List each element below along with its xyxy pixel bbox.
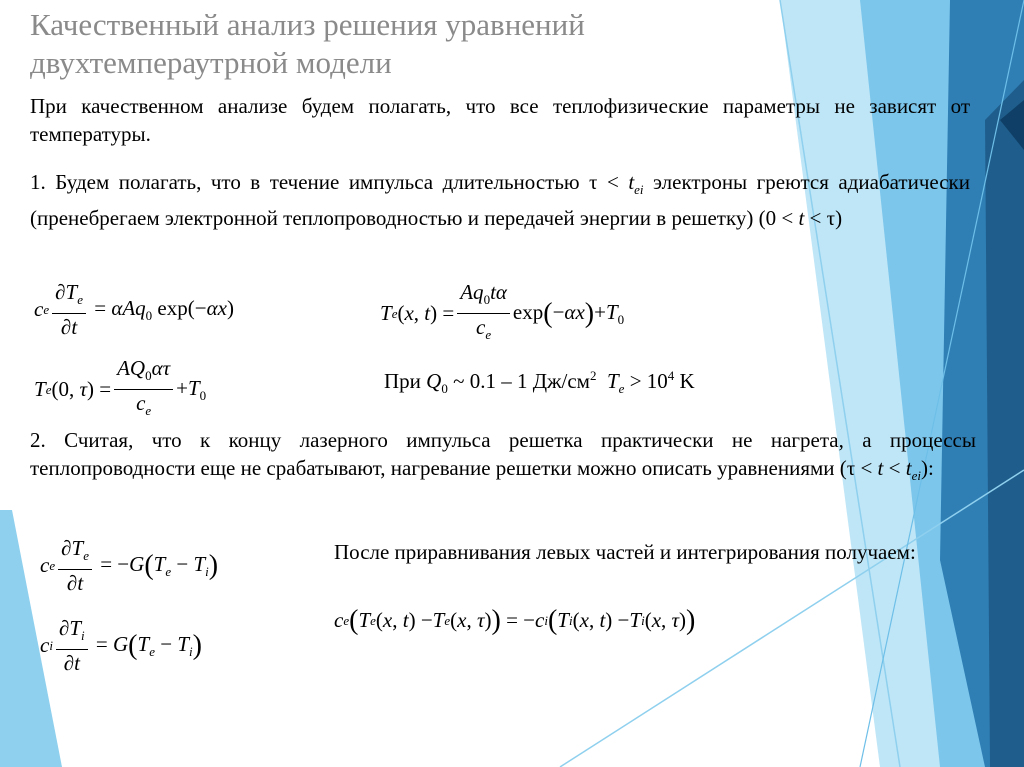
estimate-note: При $Q_0$ ~ 0.1 – 1 $Дж/см^2$ $T_e > 10^4$ K (384, 368, 695, 397)
paragraph-intro: При качественном анализе будем полагать, что все теплофизические параметры не зависят от температуры. (30, 94, 970, 146)
formula-heating-equation: c e $\frac{\partial T_e}{\partial t}$ = αAq$_0$ exp(−αx) (34, 280, 234, 340)
paragraph-step-2: 2. Считая, что к концу лазерного импульса решетка практически не нагрета, а процессы теплопроводности еще не срабатывают, нагревание решетки можно описать уравнениями $(\tau < t < t_{ei})$: (30, 428, 976, 484)
formula-electron-balance: c e $\frac{\partial T_e}{\partial t}$ = $-G(T_e - T_i)$ (40, 536, 219, 596)
formula-electron-temperature: T e ( x , t ) = $\frac{Aq_0t\alpha}{c_e}$ $\exp(-\alpha x)+T_0$ (380, 280, 625, 343)
paragraph-integration: После приравнивания левых частей и интегрирования получаем: (334, 540, 916, 564)
formula-lattice-balance: c i $\frac{\partial T_i}{\partial t}$ = $G(T_e - T_i)$ (40, 616, 202, 676)
slide-title: Качественный анализ решения уравнений двухтемпераутрной модели (30, 7, 585, 80)
formula-integrated-relation: c e ( T e ( x , t ) − T e ( x , τ ) ) = − c i ( T i ( x , t ) − T i ( x , τ ) ) (334, 604, 696, 636)
right-deep-panel (985, 80, 1024, 767)
paragraph-step-1: 1. Будем полагать, что в течение импульса длительностью $\tau < t_{ei}$ электроны греются адиабатически (пренебрегаем электронной теплопроводностью и передачей энергии в решетку) (0 < t < τ) (30, 170, 970, 231)
formula-surface-temperature: T e (0, τ ) = $\frac{AQ_0\alpha\tau}{c_e}$ $+T_0$ (34, 356, 207, 419)
